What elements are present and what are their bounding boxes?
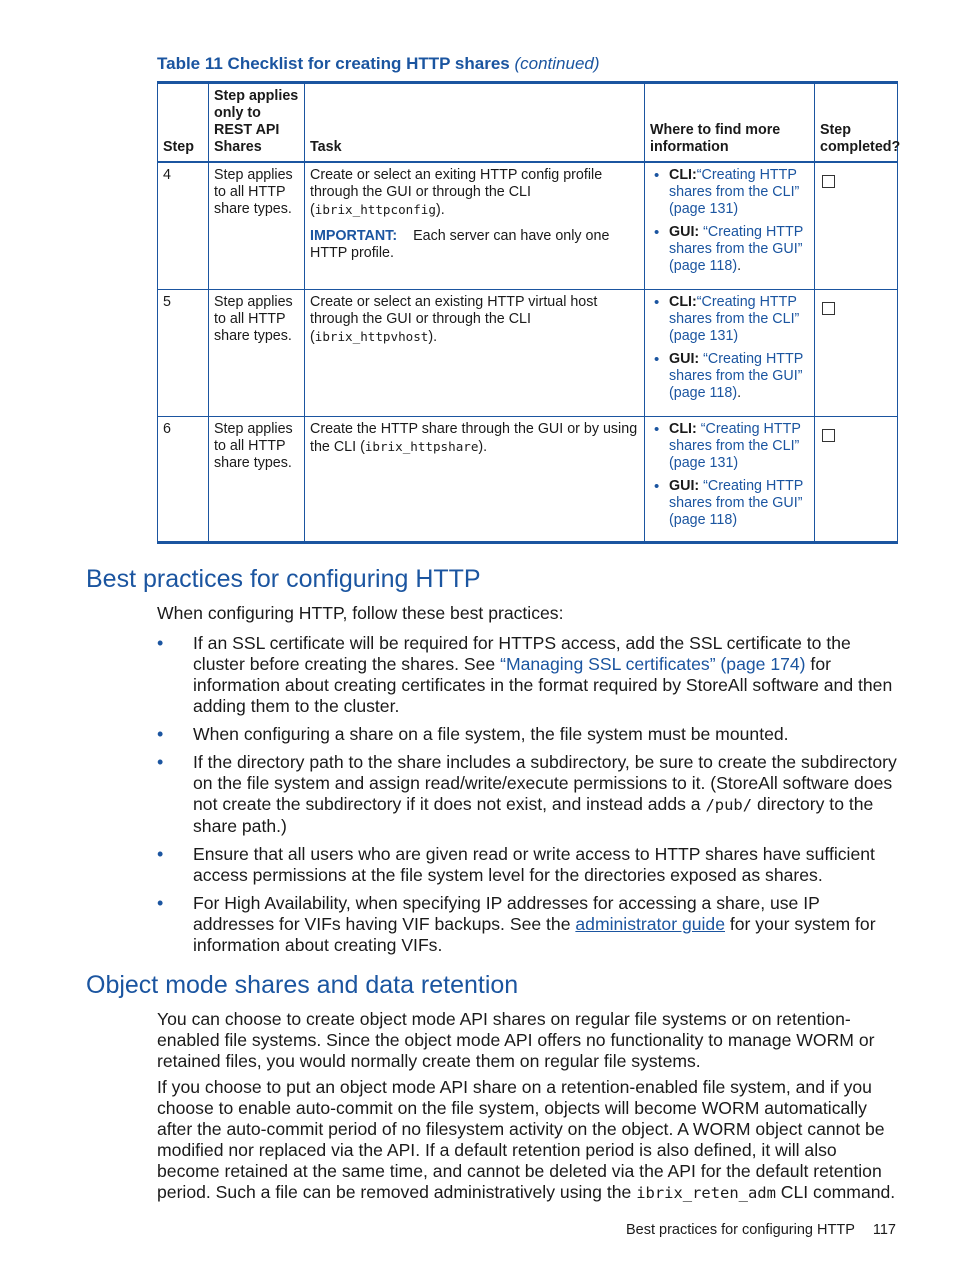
list-item-text-end: directory to the share path.) <box>193 794 874 836</box>
info-list <box>650 421 809 529</box>
object-mode-heading: Object mode shares and data retention <box>86 971 519 999</box>
info-link-gui[interactable]: “Creating HTTP shares from the GUI” (page 118) <box>669 478 804 528</box>
checklist-table <box>157 81 901 544</box>
table-row <box>158 290 898 417</box>
info-link-gui[interactable]: “Creating HTTP shares from the GUI” (page 118) <box>669 351 804 401</box>
page-footer <box>626 1222 896 1238</box>
header-completed: Step completed? <box>815 83 898 163</box>
paragraph-text: If you choose to put an object mode API share on a retention-enabled file system, and if you choose to enable auto-commit on the file system, objects will become WORM automatically after the auto-commit period of no filesystem activity on the object. A WORM object cannot be modified nor replaced via the API. If a default retention period is also defined, it will also become retained at the same time, and cannot be deleted via the API for the default retention period. Such a file can be removed administratively using the <box>157 1077 885 1202</box>
table-row <box>158 417 898 543</box>
header-applies: Step applies only to REST API Shares <box>209 83 305 163</box>
info-label: CLI: <box>669 421 697 437</box>
ssl-certificates-link[interactable]: “Managing SSL certificates” (page 174) <box>500 654 806 674</box>
list-item-text: Ensure that all users who are given read or write access to HTTP shares have sufficient access permissions at the file system level for the directories exposed as shares. <box>193 844 875 885</box>
list-item-text: When configuring a share on a file system, the file system must be mounted. <box>193 724 789 744</box>
best-practices-list <box>157 633 902 963</box>
completed-checkbox[interactable] <box>822 429 835 442</box>
info-suffix: . <box>737 258 742 274</box>
pub-directory-code: /pub/ <box>705 796 753 814</box>
page-number: 117 <box>872 1222 896 1238</box>
step-applies: Step applies to all HTTP share types. <box>209 417 305 543</box>
header-where: Where to find more information <box>645 83 815 163</box>
info-item-cli <box>669 167 809 218</box>
completed-checkbox[interactable] <box>822 302 835 315</box>
footer-section: Best practices for configuring HTTP <box>626 1222 855 1238</box>
step-completed <box>815 162 898 290</box>
important-note <box>310 228 639 262</box>
task-command: ibrix_httpconfig <box>314 202 436 217</box>
important-text: Each server can have only one HTTP profile. <box>310 228 610 261</box>
step-info <box>645 417 815 543</box>
info-link-cli[interactable]: “Creating HTTP shares from the CLI” (page 131) <box>669 294 800 344</box>
info-suffix: . <box>737 385 742 401</box>
task-text: Create or select an existing HTTP virtual host through the GUI or through the CLI ( <box>310 294 598 345</box>
info-label: CLI: <box>669 294 697 310</box>
info-item-gui <box>669 478 809 529</box>
step-number: 5 <box>158 290 209 417</box>
step-task <box>305 417 645 543</box>
info-item-cli <box>669 421 809 472</box>
table-caption-title: Table 11 Checklist for creating HTTP shares <box>157 54 510 73</box>
best-practices-heading: Best practices for configuring HTTP <box>86 565 481 593</box>
header-task: Task <box>305 83 645 163</box>
list-item-text: If an SSL certificate will be required for HTTPS access, add the SSL certificate to the cluster before creating the shares. See <box>193 633 851 674</box>
task-text: Create the HTTP share through the GUI or by using the CLI ( <box>310 421 638 455</box>
table-caption-continued: (continued) <box>514 54 600 73</box>
info-link-cli[interactable]: “Creating HTTP shares from the CLI” (page 131) <box>669 167 800 217</box>
step-applies: Step applies to all HTTP share types. <box>209 290 305 417</box>
task-text-end: ). <box>435 202 445 218</box>
step-info <box>645 290 815 417</box>
best-practices-intro: When configuring HTTP, follow these best practices: <box>157 603 564 623</box>
task-text-end: ). <box>478 439 488 455</box>
step-number: 6 <box>158 417 209 543</box>
info-link-gui[interactable]: “Creating HTTP shares from the GUI” (page 118) <box>669 224 804 274</box>
list-item <box>157 724 902 745</box>
step-task <box>305 290 645 417</box>
list-item <box>157 844 902 886</box>
administrator-guide-link[interactable]: administrator guide <box>575 914 725 934</box>
list-item-text-end: for your system for information about creating VIFs. <box>193 914 876 955</box>
list-item <box>157 633 902 717</box>
list-item <box>157 752 902 837</box>
step-applies: Step applies to all HTTP share types. <box>209 162 305 290</box>
step-completed <box>815 417 898 543</box>
list-item-text-end: for information about creating certificates in the format required by StoreAll software and then adding them to the cluster. <box>193 654 893 716</box>
info-list <box>650 294 809 402</box>
list-item-text: If the directory path to the share includes a subdirectory, be sure to create the subdirectory on the file system and assign read/write/execute permissions to it. (StoreAll software does not create the subdirectory if it does not exist, and instead adds a <box>193 752 897 814</box>
important-label: IMPORTANT: <box>310 228 398 244</box>
step-completed <box>815 290 898 417</box>
info-label: GUI: <box>669 351 700 367</box>
reten-adm-code: ibrix_reten_adm <box>636 1184 776 1202</box>
step-info <box>645 162 815 290</box>
object-mode-paragraph-1: You can choose to create object mode API shares on regular file systems or on retention-enabled file systems. Since the object mode API offers no functionality to manage WORM or retained files, you would normally create them on regular file systems. <box>157 1009 875 1071</box>
list-item-text: For High Availability, when specifying IP addresses for accessing a share, use IP addresses for VIFs having VIF backups. See the <box>193 893 820 934</box>
info-item-cli <box>669 294 809 345</box>
info-label: GUI: <box>669 478 700 494</box>
step-number: 4 <box>158 162 209 290</box>
completed-checkbox[interactable] <box>822 175 835 188</box>
info-label: GUI: <box>669 224 700 240</box>
task-command: ibrix_httpvhost <box>314 329 429 344</box>
info-item-gui <box>669 224 809 275</box>
task-command: ibrix_httpshare <box>364 439 479 454</box>
object-mode-paragraph-2 <box>157 1077 902 1204</box>
table-header-row <box>158 83 898 163</box>
task-text: Create or select an exiting HTTP config profile through the GUI or through the CLI ( <box>310 167 603 218</box>
paragraph-text-end: CLI command. <box>775 1182 896 1202</box>
header-step: Step <box>158 83 209 163</box>
info-label: CLI: <box>669 167 697 183</box>
task-text-end: ). <box>428 329 438 345</box>
info-link-cli[interactable]: “Creating HTTP shares from the CLI” (page 131) <box>669 421 801 471</box>
step-task <box>305 162 645 290</box>
info-list <box>650 167 809 275</box>
info-item-gui <box>669 351 809 402</box>
table-row <box>158 162 898 290</box>
table-caption <box>157 54 897 74</box>
list-item <box>157 893 902 956</box>
